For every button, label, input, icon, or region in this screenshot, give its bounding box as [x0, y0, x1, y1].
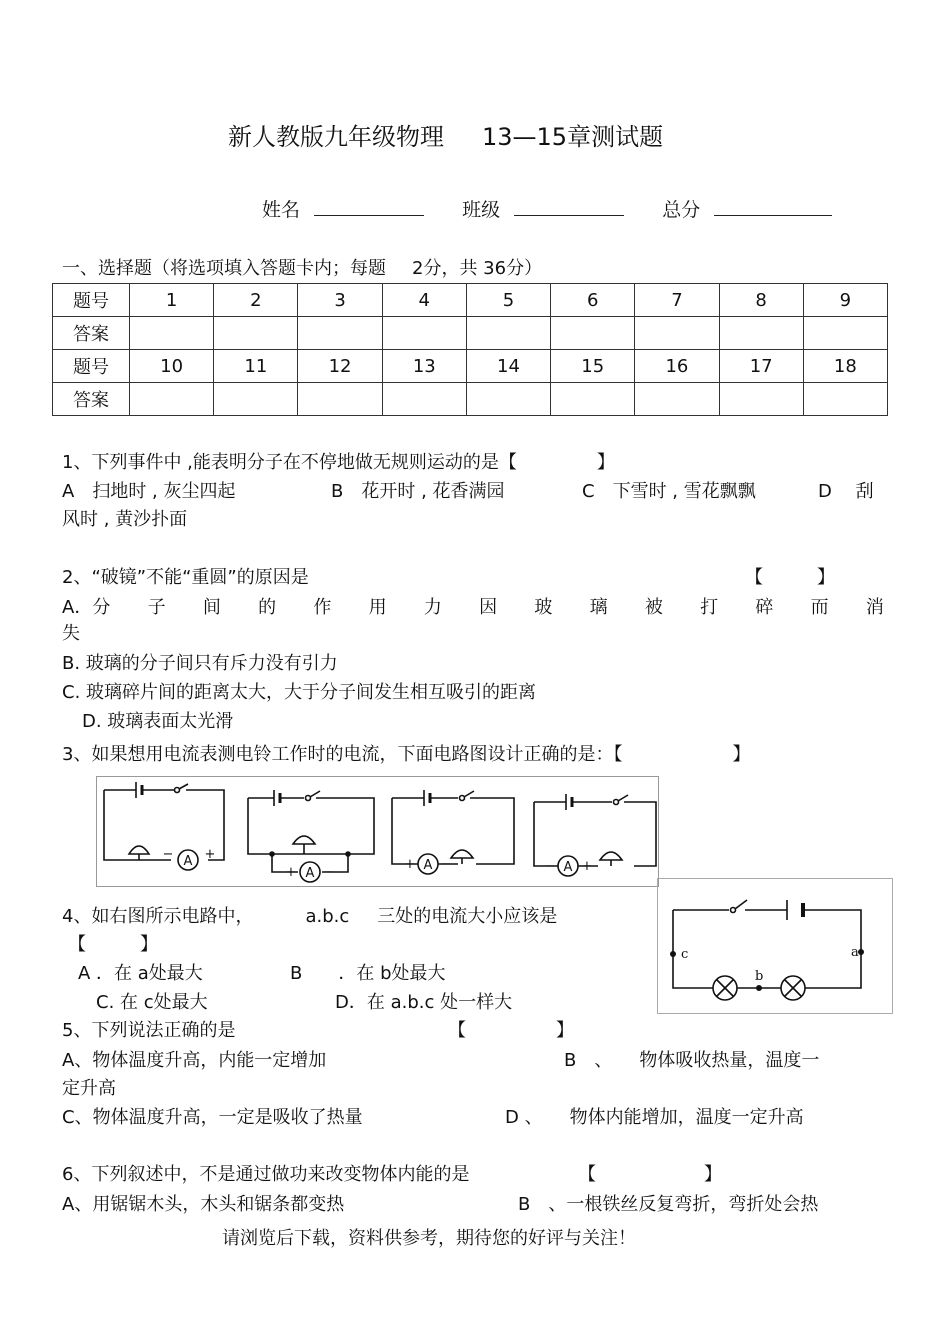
answer-cell[interactable]	[130, 383, 214, 416]
table-row	[53, 350, 888, 383]
q5-option-b-continued: 定升高	[62, 1078, 116, 1099]
answer-cell[interactable]	[551, 317, 635, 350]
q3-circuit-diagrams	[96, 776, 660, 888]
q2-stem: 2、“破镜”不能“重圆”的原因是	[62, 567, 309, 588]
q4-stem: 4、如右图所示电路中， a.b.c 三处的电流大小应该是	[62, 906, 558, 927]
score-label: 总分	[662, 199, 701, 221]
answer-cell[interactable]	[635, 317, 719, 350]
q5-option-b: B 、 物体吸收热量，温度一	[564, 1050, 820, 1071]
point-c-label: c	[681, 947, 689, 962]
class-label: 班级	[462, 199, 501, 221]
question-number: 5	[466, 284, 550, 317]
svg-text:+: +	[581, 859, 593, 874]
answer-cell[interactable]	[382, 383, 466, 416]
q6-option-a: A、用锯锯木头，木头和锯条都变热	[62, 1194, 345, 1215]
score-field[interactable]	[714, 197, 832, 216]
answer-cell[interactable]	[466, 383, 550, 416]
svg-text:−: −	[323, 865, 335, 880]
q1-option-b: B 花开时 , 花香满园	[331, 481, 505, 502]
svg-text:+: +	[285, 865, 297, 880]
answer-label: 答案	[53, 317, 130, 350]
answer-cell[interactable]	[298, 317, 382, 350]
question-number: 1	[130, 284, 214, 317]
answer-cell[interactable]	[298, 383, 382, 416]
q2-option-c: C. 玻璃碎片间的距离太大，大于分子间发生相互吸引的距离	[62, 682, 537, 703]
question-number: 16	[635, 350, 719, 383]
question-number: 11	[214, 350, 298, 383]
question-number: 4	[382, 284, 466, 317]
q4-answer-bracket: 【 】	[68, 934, 158, 955]
question-number: 10	[130, 350, 214, 383]
question-number: 8	[719, 284, 803, 317]
q2-option-d: D. 玻璃表面太光滑	[82, 711, 234, 732]
q5-option-a: A、物体温度升高，内能一定增加	[62, 1050, 327, 1071]
q1-option-c: C 下雪时 , 雪花飘飘	[582, 481, 756, 502]
q5-answer-bracket: 【 】	[448, 1020, 574, 1041]
answer-cell[interactable]	[719, 383, 803, 416]
q2-option-a-continued: 失	[62, 623, 80, 644]
question-number: 15	[551, 350, 635, 383]
q4-option-b: B ．在 b处最大	[290, 963, 446, 984]
answer-cell[interactable]	[803, 383, 887, 416]
answer-cell[interactable]	[382, 317, 466, 350]
ammeter-icon: A	[183, 854, 193, 869]
question-number: 13	[382, 350, 466, 383]
q3-stem: 3、如果想用电流表测电铃工作时的电流，下面电路图设计正确的是：【 】	[62, 744, 751, 765]
question-number: 14	[466, 350, 550, 383]
svg-text:−: −	[162, 847, 174, 862]
q5-option-d: D 、 物体内能增加，温度一定升高	[505, 1107, 804, 1128]
question-number-label: 题号	[53, 284, 130, 317]
svg-text:+: +	[204, 847, 216, 862]
student-info-line	[262, 197, 832, 222]
q4-circuit-diagram	[657, 878, 893, 1014]
class-field[interactable]	[514, 197, 624, 216]
page-title: 新人教版九年级物理 13—15章测试题	[228, 123, 664, 151]
svg-text:+: +	[404, 857, 416, 872]
q5-option-c: C、物体温度升高，一定是吸收了热量	[62, 1107, 363, 1128]
ammeter-icon: A	[563, 860, 573, 875]
ammeter-icon: A	[305, 866, 315, 881]
q6-answer-bracket: 【 】	[578, 1164, 722, 1185]
q2-option-a: A．分 子 间 的 作 用 力 因 玻 璃 被 打 碎 而 消	[62, 597, 884, 618]
table-row	[53, 284, 888, 317]
q4-option-c: C. 在 c处最大	[96, 992, 208, 1013]
answer-cell[interactable]	[551, 383, 635, 416]
q4-option-a: A ．在 a处最大	[78, 963, 203, 984]
q6-option-b: B 、一根铁丝反复弯折，弯折处会热	[518, 1194, 819, 1215]
point-b-label: b	[755, 969, 764, 984]
point-a-label: a	[851, 945, 859, 960]
lamp-icon	[781, 976, 805, 1000]
question-number-label: 题号	[53, 350, 130, 383]
name-label: 姓名	[262, 199, 301, 221]
answer-cell[interactable]	[635, 383, 719, 416]
name-field[interactable]	[314, 197, 424, 216]
answer-label: 答案	[53, 383, 130, 416]
answer-cell[interactable]	[719, 317, 803, 350]
q2-option-b: B. 玻璃的分子间只有斥力没有引力	[62, 653, 338, 674]
answer-cell[interactable]	[803, 317, 887, 350]
answer-cell[interactable]	[214, 383, 298, 416]
q6-stem: 6、下列叙述中，不是通过做功来改变物体内能的是	[62, 1164, 470, 1185]
answer-cell[interactable]	[466, 317, 550, 350]
ammeter-icon: A	[423, 858, 433, 873]
q4-option-d: D．在 a.b.c 处一样大	[335, 992, 513, 1013]
question-number: 7	[635, 284, 719, 317]
question-number: 18	[803, 350, 887, 383]
section-heading: 一、选择题（将选项填入答题卡内；每题 2分，共 36分）	[62, 258, 543, 279]
question-number: 6	[551, 284, 635, 317]
question-number: 2	[214, 284, 298, 317]
question-number: 12	[298, 350, 382, 383]
answer-card-table	[52, 283, 888, 416]
question-number: 17	[719, 350, 803, 383]
q5-stem: 5、下列说法正确的是	[62, 1020, 236, 1041]
question-number: 3	[298, 284, 382, 317]
question-number: 9	[803, 284, 887, 317]
svg-text:−: −	[544, 859, 556, 874]
q1-stem: 1、下列事件中 ,能表明分子在不停地做无规则运动的是【 】	[62, 452, 615, 473]
q1-option-d-continued: 风时 , 黄沙扑面	[62, 509, 188, 530]
footer-note: 请浏览后下载，资料供参考，期待您的好评与关注！	[222, 1228, 636, 1249]
svg-text:−: −	[440, 857, 452, 872]
table-row	[53, 317, 888, 350]
answer-cell[interactable]	[214, 317, 298, 350]
q1-option-d: D 刮	[818, 481, 874, 502]
lamp-icon	[713, 976, 737, 1000]
answer-cell[interactable]	[130, 317, 214, 350]
q2-answer-bracket: 【 】	[745, 567, 835, 588]
q1-option-a: A 扫地时 , 灰尘四起	[62, 481, 236, 502]
table-row	[53, 383, 888, 416]
